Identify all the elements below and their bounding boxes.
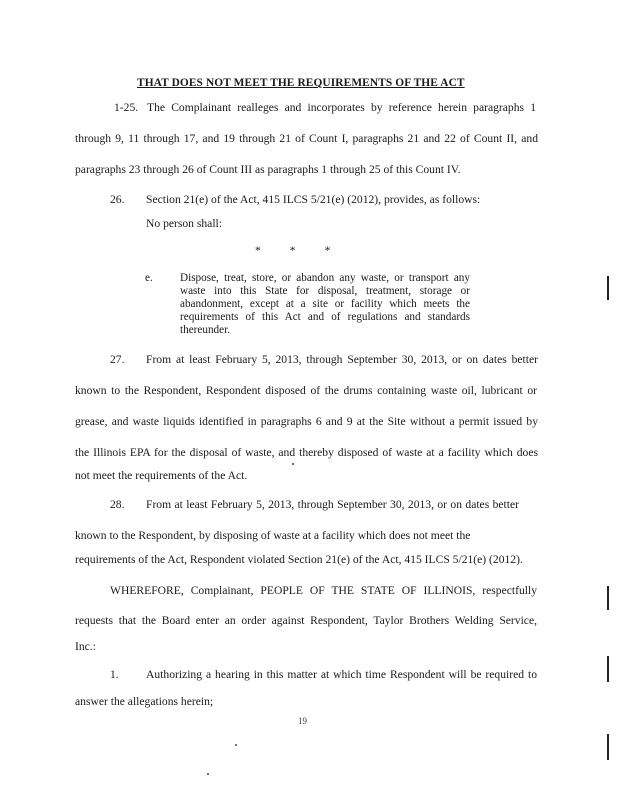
para-1-25-line-2: through 9, 11 through 17, and 19 through 21 of Count I, paragraphs 21 and 22 of Count II, and bbox=[75, 132, 538, 145]
quote-line-2: waste into this State for disposal, treatment, storage or bbox=[180, 285, 470, 297]
scan-speck bbox=[207, 773, 209, 775]
scan-margin-mark bbox=[607, 586, 609, 610]
ellipsis-stars: * * * bbox=[255, 244, 331, 257]
prayer-1-number: 1. bbox=[110, 668, 119, 681]
para-26-line-1: Section 21(e) of the Act, 415 ILCS 5/21(e) (2012), provides, as follows: bbox=[146, 193, 481, 206]
para-1-25-line-1: The Complainant realleges and incorporates by reference herein paragraphs 1 bbox=[147, 101, 536, 114]
para-1-25-number: 1-25. bbox=[114, 101, 139, 114]
para-1-25-line-3: paragraphs 23 through 26 of Count III as paragraphs 1 through 25 of this Count IV. bbox=[75, 163, 461, 176]
scan-speck bbox=[235, 744, 237, 746]
scan-margin-mark bbox=[607, 276, 609, 300]
quote-line-4: requirements of this Act and of regulations and standards bbox=[180, 311, 470, 323]
scan-margin-mark bbox=[607, 656, 609, 682]
para-27-number: 27. bbox=[110, 353, 125, 366]
para-28-line-1: From at least February 5, 2013, through September 30, 2013, or on dates better bbox=[146, 498, 519, 511]
prayer-1-line-2: answer the allegations herein; bbox=[75, 695, 214, 708]
wherefore-line-3: Inc.: bbox=[75, 640, 96, 653]
para-27-line-1: From at least February 5, 2013, through September 30, 2013, or on dates better bbox=[146, 353, 538, 366]
quote-line-5: thereunder. bbox=[180, 324, 231, 336]
para-27-line-4: the Illinois EPA for the disposal of waste, and thereby disposed of waste at a facility which does bbox=[75, 446, 538, 459]
scan-margin-mark bbox=[607, 734, 609, 760]
wherefore-line-1: WHEREFORE, Complainant, PEOPLE OF THE STATE OF ILLINOIS, respectfully bbox=[110, 584, 537, 597]
para-28-line-2: known to the Respondent, by disposing of waste at a facility which does not meet the bbox=[75, 529, 471, 542]
prayer-1-line-1: Authorizing a hearing in this matter at which time Respondent will be required to bbox=[146, 668, 537, 681]
scan-speck bbox=[292, 463, 294, 465]
para-26-line-2: No person shall: bbox=[146, 217, 222, 230]
quote-line-1: Dispose, treat, store, or abandon any waste, or transport any bbox=[180, 272, 470, 284]
para-27-line-5: not meet the requirements of the Act. bbox=[75, 469, 248, 482]
para-28-number: 28. bbox=[110, 498, 125, 511]
para-27-line-2: known to the Respondent, Respondent disposed of the drums containing waste oil, lubricant or bbox=[75, 384, 537, 397]
quote-item-letter: e. bbox=[145, 272, 153, 284]
para-27-line-3: grease, and waste liquids identified in paragraphs 6 and 9 at the Site without a permit issued by bbox=[75, 415, 538, 428]
page-number: 19 bbox=[298, 716, 307, 726]
wherefore-line-2: requests that the Board enter an order against Respondent, Taylor Brothers Welding Service, bbox=[75, 614, 537, 627]
para-26-number: 26. bbox=[110, 193, 125, 206]
para-28-line-3: requirements of the Act, Respondent violated Section 21(e) of the Act, 415 ILCS 5/21(e) (2012). bbox=[75, 553, 523, 566]
section-heading: THAT DOES NOT MEET THE REQUIREMENTS OF THE ACT bbox=[137, 77, 465, 89]
quote-line-3: abandonment, except at a site or facility which meets the bbox=[180, 298, 470, 310]
